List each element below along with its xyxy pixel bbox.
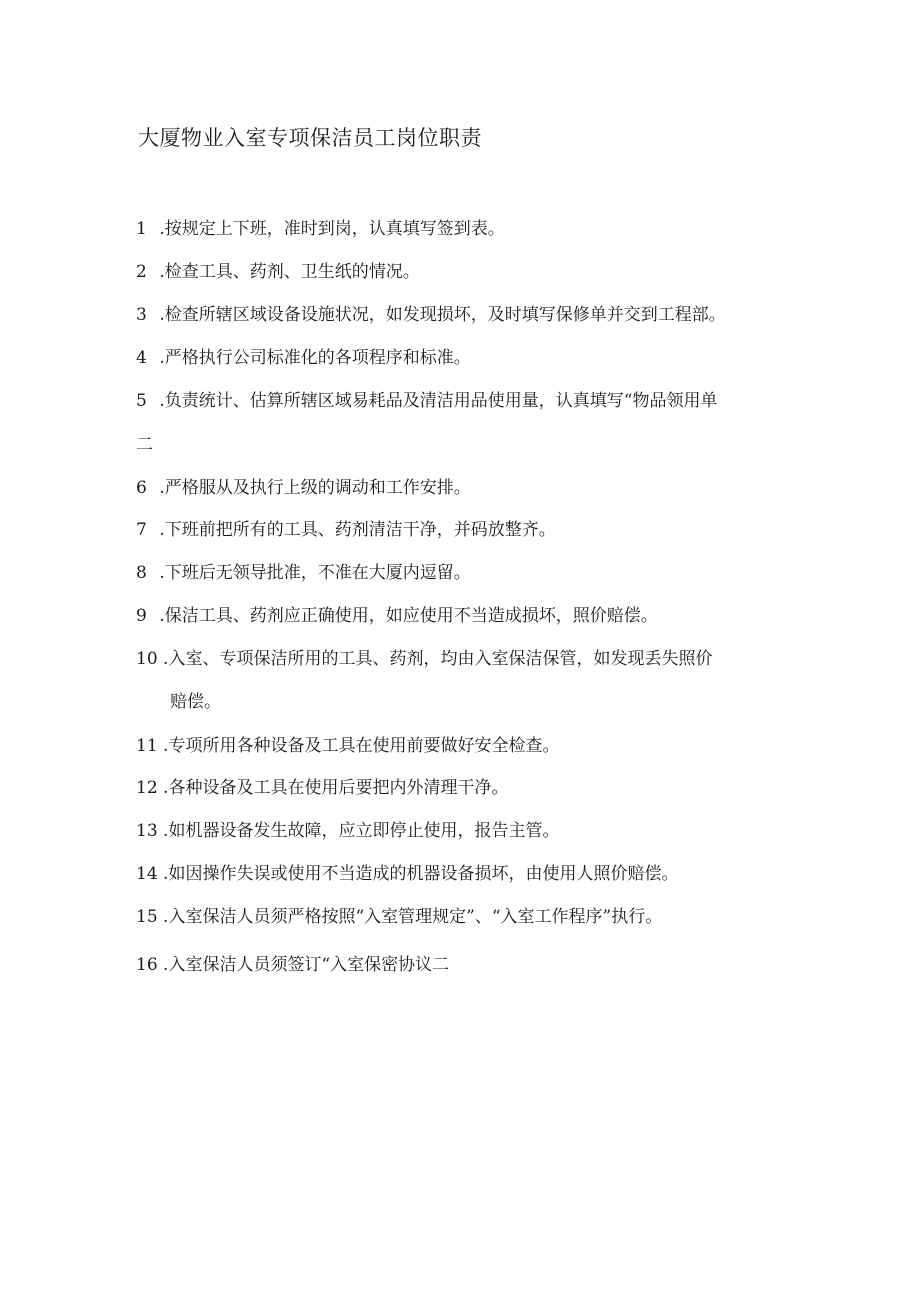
list-item-12 (136, 776, 508, 800)
item-text: .入室保洁人员须严格按照“入室管理规定”、“入室工作程序”执行。 (157, 907, 663, 927)
document-title: 大厦物业入室专项保洁员工岗位职责 (138, 126, 482, 150)
list-item-4 (136, 346, 471, 370)
item-text: .入室、专项保洁所用的工具、药剂，均由入室保洁保管，如发现丢失照价 (157, 649, 713, 669)
item-number: 4 (136, 348, 147, 368)
list-item-1 (136, 217, 505, 241)
item-number: 14 (136, 864, 158, 884)
list-item-11 (136, 734, 559, 758)
item-number: 16 (136, 955, 158, 975)
list-item-16 (136, 953, 449, 977)
item-text: .下班前把所有的工具、药剂清洁干净，并码放整齐。 (154, 520, 556, 540)
item-number: 8 (136, 563, 147, 583)
item-text: .严格服从及执行上级的调动和工作安排。 (154, 478, 471, 498)
item-number: 11 (136, 736, 158, 756)
item-number: 12 (136, 778, 158, 798)
list-item-5 (136, 389, 718, 413)
item-number: 9 (136, 606, 147, 626)
list-item-8 (136, 561, 471, 585)
item-text: .如机器设备发生故障，应立即停止使用，报告主管。 (157, 821, 560, 841)
item-text: .严格执行公司标准化的各项程序和标准。 (154, 348, 471, 368)
item-number: 7 (136, 520, 147, 540)
list-item-7 (136, 518, 556, 542)
list-item-10-continuation: 赔偿。 (170, 692, 221, 712)
list-item-10 (136, 647, 712, 671)
item-text: .负责统计、估算所辖区域易耗品及清洁用品使用量，认真填写“物品领用单 (154, 391, 718, 411)
list-item-9 (136, 604, 658, 628)
item-number: 15 (136, 907, 158, 927)
list-item-14 (136, 862, 678, 886)
list-item-15 (136, 905, 662, 929)
list-item-6 (136, 476, 471, 500)
item-text: .入室保洁人员须签订“入室保密协议二 (157, 955, 450, 975)
item-text: .专项所用各种设备及工具在使用前要做好安全检查。 (157, 736, 560, 756)
item-text: .按规定上下班，准时到岗，认真填写签到表。 (154, 219, 505, 239)
list-item-3 (136, 303, 726, 327)
item-number: 6 (136, 478, 147, 498)
list-item-13 (136, 819, 559, 843)
item-text: .下班后无领导批准，不准在大厦内逗留。 (154, 563, 471, 583)
item-number: 1 (136, 219, 147, 239)
item-text: .各种设备及工具在使用后要把内外清理干净。 (157, 778, 509, 798)
item-number: 13 (136, 821, 158, 841)
list-item-5-continuation: 二 (136, 435, 153, 455)
item-number: 3 (136, 305, 147, 325)
item-number: 5 (136, 391, 147, 411)
list-item-2 (136, 260, 420, 284)
item-text: .如因操作失误或使用不当造成的机器设备损坏，由使用人照价赔偿。 (157, 864, 679, 884)
item-text: .检查工具、药剂、卫生纸的情况。 (154, 262, 420, 282)
item-number: 2 (136, 262, 147, 282)
item-number: 10 (136, 649, 158, 669)
item-text: .保洁工具、药剂应正确使用，如应使用不当造成损坏，照价赔偿。 (154, 606, 658, 626)
item-text: .检查所辖区域设备设施状况，如发现损坏，及时填写保修单并交到工程部。 (154, 305, 726, 325)
